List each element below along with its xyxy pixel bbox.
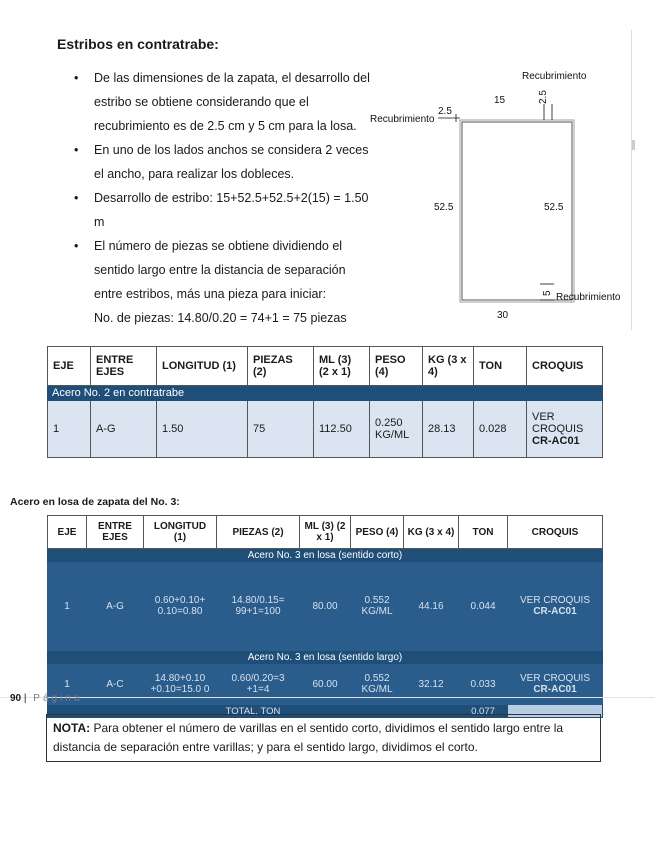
table-row [48,401,603,458]
section-row [48,549,603,562]
page-footer [10,693,82,704]
cell: 75 [248,401,314,458]
cell: 60.00 [300,664,351,705]
page-edge-rule [631,30,632,330]
bullet-list [70,66,370,330]
cell: 80.00 [300,562,351,651]
table-row [48,562,603,651]
recub-left-label: Recubrimiento [370,114,435,125]
dim-2-5-left: 2.5 [438,106,452,117]
col-header: KG (3 x 4) [404,516,459,549]
bullet-text: El número de piezas se obtiene dividiendo el sentido largo entre la distancia de separación entre estribos, más una pieza para iniciar: [94,239,346,301]
footer-word: Página [33,693,83,704]
croquis-cell [508,562,603,651]
cell: 1 [48,401,91,458]
dim-5: 5 [542,290,553,296]
cell: 1.50 [157,401,248,458]
note-text: Para obtener el número de varillas en el sentido corto, dividimos el sentido largo entre la distancia de separación entre varillas; y para el sentido largo, dividimos el corto. [53,721,564,754]
croquis-cell [508,664,603,705]
table-contratrabe [47,346,603,458]
col-header: EJE [48,516,87,549]
col-header: EJE [48,347,91,386]
cell: 28.13 [423,401,474,458]
cell: 44.16 [404,562,459,651]
col-header: LONGITUD (1) [157,347,248,386]
col-header: CROQUIS [527,347,603,386]
page-number: 90 [10,693,22,704]
cell: 0.044 [459,562,508,651]
cell: A-G [91,401,157,458]
scroll-mark [632,140,635,150]
cell: 14.80/0.15= 99+1=100 [217,562,300,651]
croquis-text: VER CROQUIS [532,411,584,435]
cell: 0.60/0.20=3 +1=4 [217,664,300,705]
section-label: Acero No. 3 en losa (sentido largo) [48,651,603,664]
bullet-item: • Desarrollo de estribo: 15+52.5+52.5+2(15) = 1.50 m [74,191,369,229]
dim-2-5-right: 2.5 [538,90,549,104]
cell: 0.028 [474,401,527,458]
section-label: Acero No. 3 en losa (sentido corto) [48,549,603,562]
cell: 112.50 [314,401,370,458]
cell: A-C [87,664,144,705]
bullet-item: • De las dimensiones de la zapata, el desarrollo del estribo se obtiene considerando que el recubrimiento es de 2.5 cm y 5 cm para la losa. [74,71,370,133]
table-header-row [48,516,603,549]
col-header: TON [459,516,508,549]
col-header: PIEZAS (2) [248,347,314,386]
col-header: ML (3) (2 x 1) [300,516,351,549]
cell: 0.033 [459,664,508,705]
bullet-text: En uno de los lados anchos se considera 2 veces el ancho, para realizar los dobleces. [94,143,369,181]
croquis-code: CR-AC01 [533,606,577,617]
footer-sep: | [23,693,27,704]
bullet-item: • El número de piezas se obtiene dividiendo el sentido largo entre la distancia de separación entre estribos, más una pieza para iniciar: [74,239,346,301]
recub-top-label: Recubrimiento [522,71,587,82]
section-row [48,651,603,664]
cell: 1 [48,664,87,705]
dim-right: 52.5 [544,202,564,213]
croquis-code: CR-AC01 [532,435,580,447]
cell: A-G [87,562,144,651]
total-value: 0.077 [459,705,508,718]
stirrup-diagram [368,64,632,324]
dim-bottom: 30 [497,310,509,321]
dim-top: 15 [494,95,506,106]
cell: 0.250 KG/ML [370,401,423,458]
footer-rule [0,697,655,698]
col-header: CROQUIS [508,516,603,549]
dim-left: 52.5 [434,202,454,213]
croquis-code: CR-AC01 [533,684,577,695]
bullet-text: Desarrollo de estribo: 15+52.5+52.5+2(15) = 1.50 m [94,191,369,229]
total-label: TOTAL, TON [48,705,459,718]
note-label: NOTA: [53,721,91,735]
cell: 0.60+0.10+ 0.10=0.80 [144,562,217,651]
col-header: ENTRE EJES [91,347,157,386]
croquis-text: VER CROQUIS [519,595,590,606]
cell: 0.552 KG/ML [351,562,404,651]
bullet-text: De las dimensiones de la zapata, el desarrollo del estribo se obtiene considerando que el recubrimiento es de 2.5 cm y 5 cm para la losa. [94,71,370,133]
croquis-cell [527,401,603,458]
table-header-row [48,347,603,386]
col-header: TON [474,347,527,386]
bullet-item: • En uno de los lados anchos se considera 2 veces el ancho, para realizar los dobleces. [74,143,369,181]
section-subtitle: Acero en losa de zapata del No. 3: [10,496,180,508]
section-row [48,386,603,401]
note-box [46,714,601,762]
table-row [48,664,603,705]
col-header: ENTRE EJES [87,516,144,549]
table-losa-zapata [47,515,603,718]
section-label: Acero No. 2 en contratrabe [48,386,603,401]
cell: 32.12 [404,664,459,705]
cell: 0.552 KG/ML [351,664,404,705]
col-header: PESO (4) [351,516,404,549]
col-header: KG (3 x 4) [423,347,474,386]
cell: 14.80+0.10 +0.10=15.0 0 [144,664,217,705]
col-header: ML (3) (2 x 1) [314,347,370,386]
col-header: PESO (4) [370,347,423,386]
recub-bottom-label: Recubrimiento [556,292,621,303]
croquis-text: VER CROQUIS [519,673,590,684]
col-header: LONGITUD (1) [144,516,217,549]
cell: 1 [48,562,87,651]
bullet-continuation: No. de piezas: 14.80/0.20 = 74+1 = 75 piezas [94,311,347,325]
page-title: Estribos en contratrabe: [57,36,219,52]
col-header: PIEZAS (2) [217,516,300,549]
